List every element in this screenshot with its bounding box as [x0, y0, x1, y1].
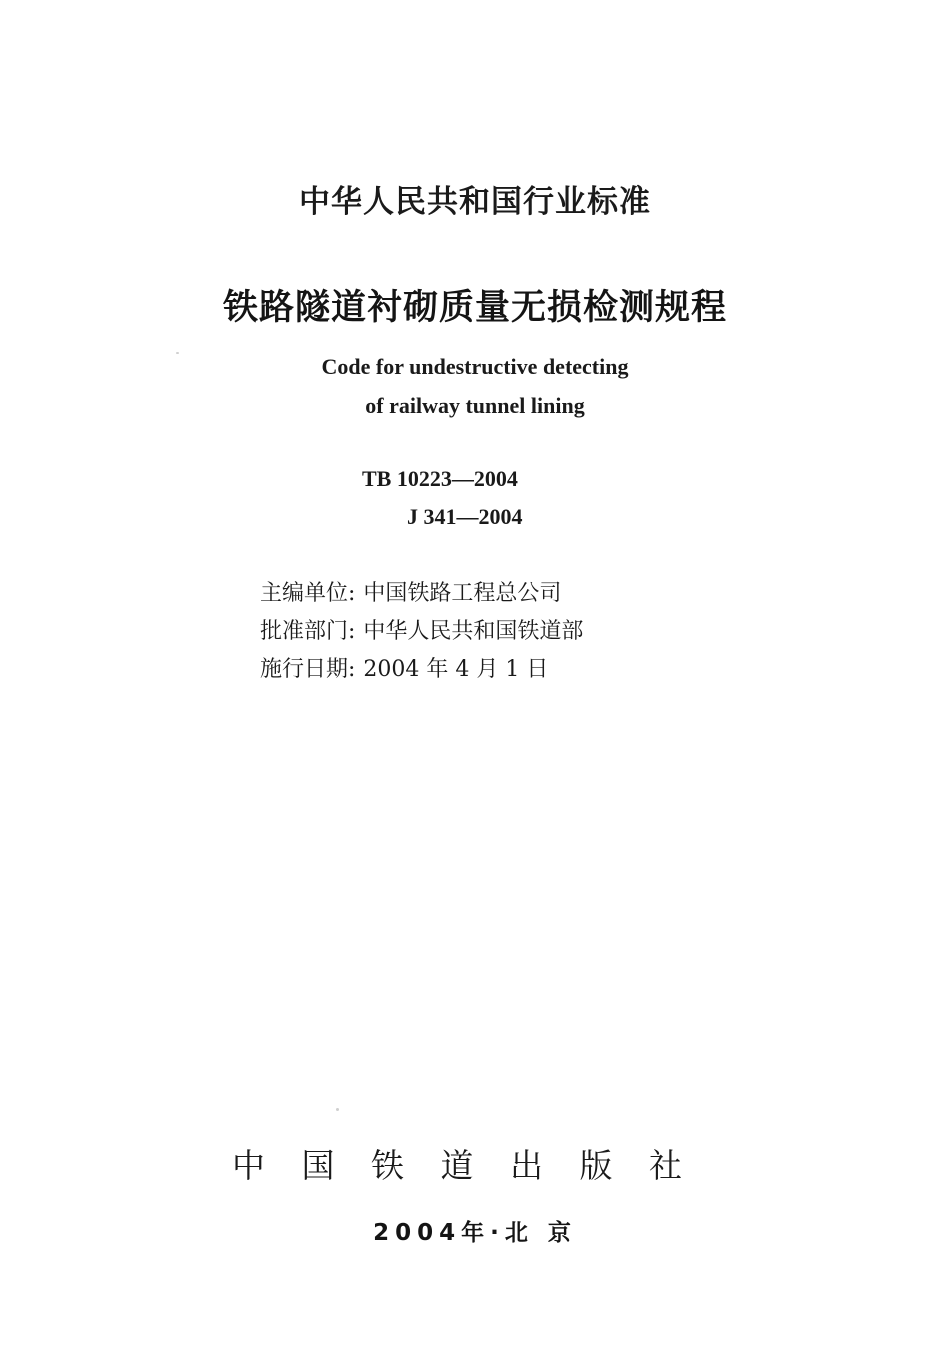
publisher-char: 铁	[371, 1146, 404, 1185]
publication-date-place: 2004年·北 京	[373, 1220, 577, 1246]
effective-date-row	[260, 652, 548, 683]
approver-label: 批准部门:	[260, 619, 356, 644]
editor-value: 中国铁路工程总公司	[363, 581, 562, 606]
approver-row	[260, 614, 583, 645]
standard-code-j: J 341—2004	[407, 504, 523, 529]
standard-category: 中华人民共和国行业标准	[299, 184, 651, 220]
document-title-en-line2: of railway tunnel lining	[365, 393, 585, 418]
publisher-char: 版	[579, 1146, 613, 1185]
effective-date-value: 2004 年 4 月 1 日	[363, 657, 549, 682]
scan-speck	[176, 352, 179, 354]
publisher-name	[232, 1140, 682, 1187]
publisher-char: 国	[301, 1146, 335, 1185]
scan-speck	[336, 1108, 339, 1111]
publisher-char: 出	[510, 1146, 543, 1185]
publisher-char: 社	[649, 1146, 682, 1185]
standard-code-tb: TB 10223—2004	[362, 466, 518, 491]
effective-date-label: 施行日期:	[260, 657, 356, 682]
editor-label: 主编单位:	[260, 581, 356, 606]
publisher-char: 道	[440, 1146, 474, 1185]
document-title-cn: 铁路隧道衬砌质量无损检测规程	[222, 288, 727, 328]
publisher-char: 中	[232, 1146, 265, 1185]
document-title-en-line1: Code for undestructive detecting	[321, 354, 629, 379]
editor-row	[260, 576, 561, 607]
approver-value: 中华人民共和国铁道部	[363, 619, 584, 644]
